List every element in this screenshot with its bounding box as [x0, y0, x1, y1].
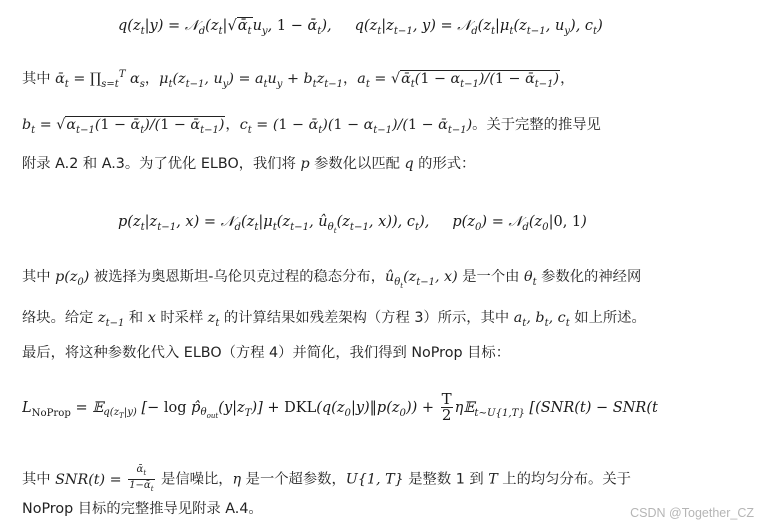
paragraph-line-2 — [22, 114, 601, 136]
text-span: 上的均匀分布。关于 — [497, 471, 631, 488]
text-span: 和 — [124, 310, 148, 326]
text-span: 其中 — [22, 71, 56, 87]
text-span: 最后，将这种参数化代入 ELBO（方程 4）并简化，我们得到 NoProp 目标： — [22, 345, 510, 361]
math-inline: η — [232, 471, 242, 488]
text-span: ， — [144, 71, 160, 87]
math-inline: $z_{t-1}$ — [98, 310, 125, 329]
math-inline: $\theta_t$ — [523, 269, 537, 288]
math-inline: $z_t$ — [207, 310, 220, 329]
text-span: 络块。给定 — [22, 310, 99, 326]
math-inline: $\mu_t(z_{t-1}$, $u_y) = a_tu_y + b_tz_{t-1}$ — [159, 71, 343, 90]
math-inline: ᾱ$_t$ = $\prod_{s=t}^T$ $\alpha_s$ — [55, 69, 145, 90]
text-span: 是一个由 — [457, 269, 524, 285]
paragraph-line-7 — [22, 464, 631, 495]
csdn-watermark: CSDN @Together_CZ — [630, 506, 754, 520]
text-span: 时采样 — [155, 310, 208, 326]
text-span: ， — [343, 71, 358, 87]
text-span: 参数化以匹配 — [309, 156, 405, 172]
math-inline: q — [404, 156, 414, 172]
paragraph-line-1 — [22, 68, 574, 90]
equation-noprop-objective — [22, 392, 760, 423]
text-span: 如上所述。 — [569, 310, 646, 326]
text-span: NoProp 目标的完整推导见附录 A.4。 — [22, 501, 263, 517]
text-span: ， — [560, 71, 575, 87]
text-span: 是整数 1 到 — [403, 471, 489, 488]
text-span: 其中 — [22, 471, 56, 488]
equation-forward-process-visual: $q(z_t|y)$ = $𝒩_d(z_t|√ᾱ_tu_y$, 1 − ᾱ$_t$), $q(z_t|z_{t-1}$, $y) = 𝒩_d(z_t|\mu_t(z_{t-1}$, $u_y$), $c_t$) — [118, 18, 603, 37]
equation-reverse-process-visual: $p(z_t|z_{t-1}$, $x) = 𝒩_d(z_t|\mu_t(z_{t-1}$, $û_{\theta_t}(z_{t-1}$, x)), $c_t$), $p(z_0)$ = $𝒩_d(z_0|0$, 1) — [118, 214, 587, 235]
math-inline: $a_t$ = √ᾱ$_t$(1 − $\alpha_{t-1})/(1$ − ᾱ$_{t-1}$) — [357, 71, 560, 90]
equation-forward-process — [118, 18, 603, 37]
paragraph-line-6 — [22, 342, 510, 362]
math-inline: U{1, T} — [345, 471, 404, 488]
text-span: 附录 A.2 和 A.3。为了优化 ELBO，我们将 — [22, 156, 301, 172]
text-span: 。关于完整的推导见 — [472, 117, 601, 133]
math-inline: $û_{\theta_t}(z_{t-1}$, x) — [385, 269, 458, 290]
equation-noprop-objective-visual: $L_{NoProp}$ = 𝔼$_{q(z_T|y)}$ [− $\log p̂_{\theta_{out}}(y|z_T)$] + $DKL(q(z_0|y)‖p(z_0))$ + $\frac{T}{2}$ η𝔼$_{t\sim U\{1,T\}}$ [(SNR(t) − SNR(t — [22, 392, 658, 423]
paragraph-line-4 — [22, 266, 641, 290]
math-inline: SNR(t) = $\frac{ᾱ_t}{1-ᾱ_t}$ — [55, 464, 154, 493]
math-inline: $c_t = (1$ − ᾱ$_t$)(1 − $\alpha_{t-1})/(1$ − ᾱ$_{t-1}$) — [239, 117, 473, 136]
math-inline: $a_t$, $b_t$, $c_t$ — [513, 310, 570, 329]
paragraph-line-5 — [22, 307, 646, 329]
math-inline: p — [300, 156, 310, 172]
math-inline: T — [488, 471, 498, 488]
text-span: 的形式： — [413, 156, 476, 172]
paragraph-line-3 — [22, 153, 475, 173]
text-span: 参数化的神经网 — [536, 269, 642, 285]
text-span: ， — [225, 117, 240, 133]
text-span: 其中 — [22, 269, 56, 285]
math-inline: $p(z_0)$ — [55, 269, 90, 288]
text-span: 是信噪比， — [156, 471, 233, 488]
math-inline: $b_t = √\alpha_{t-1}(1$ − ᾱ$_t$)/(1 − ᾱ$_{t-1}$) — [22, 117, 225, 136]
paragraph-line-8 — [22, 498, 263, 518]
text-span: 被选择为奥恩斯坦-乌伦贝克过程的稳态分布， — [89, 269, 385, 285]
math-inline: x — [147, 310, 156, 326]
equation-reverse-process — [118, 214, 587, 235]
text-span: 是一个超参数， — [241, 471, 346, 488]
text-span: 的计算结果如残差架构（方程 3）所示，其中 — [219, 310, 514, 326]
